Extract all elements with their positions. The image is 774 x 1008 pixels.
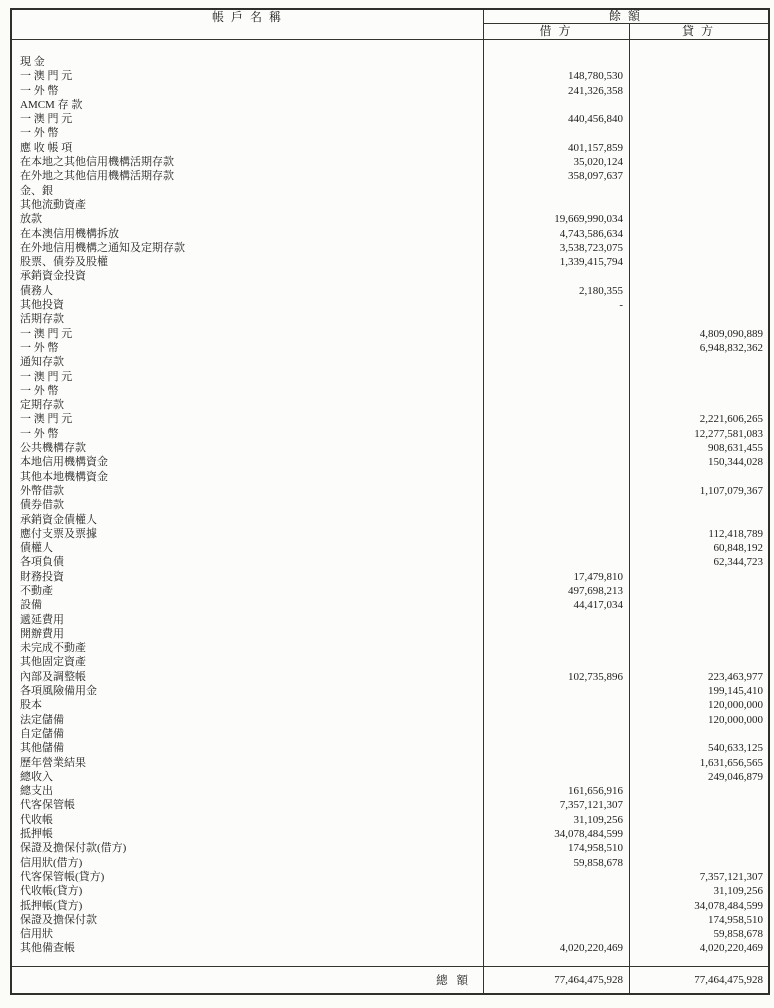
table-row — [12, 255, 768, 269]
account-label: 一 澳 門 元 — [20, 370, 73, 383]
account-label: 股票、債券及股權 — [20, 256, 108, 269]
account-label: 自定儲備 — [20, 727, 64, 740]
credit-value — [629, 241, 768, 255]
table-row — [12, 98, 768, 112]
table-row — [12, 841, 768, 855]
debit-value: 3,538,723,075 — [559, 241, 623, 254]
account-label: 財務投資 — [20, 570, 64, 583]
credit-value — [629, 312, 768, 326]
debit-value: 4,020,220,469 — [559, 942, 623, 955]
credit-value: 112,418,789 — [708, 527, 763, 540]
credit-value: 4,020,220,469 — [699, 942, 763, 955]
credit-value — [629, 841, 768, 855]
account-label: 一 澳 門 元 — [20, 70, 73, 83]
credit-value — [629, 398, 768, 412]
account-label: 在本澳信用機構拆放 — [20, 227, 119, 240]
credit-value: 7,357,121,307 — [699, 870, 763, 883]
credit-value — [629, 784, 768, 798]
credit-value — [629, 98, 768, 112]
debit-value — [483, 541, 629, 555]
account-label: 債務人 — [20, 284, 53, 297]
credit-value — [629, 384, 768, 398]
account-label: 開辦費用 — [20, 627, 64, 640]
debit-value — [483, 727, 629, 741]
table-row — [12, 713, 768, 727]
table-row — [12, 126, 768, 140]
column-header-account-name: 帳 戶 名 稱 — [211, 10, 283, 24]
account-label: 抵押帳(貸方) — [20, 899, 83, 912]
credit-value: 4,809,090,889 — [699, 327, 763, 340]
credit-value: 120,000,000 — [708, 713, 763, 726]
debit-value: 1,339,415,794 — [559, 256, 623, 269]
debit-value — [483, 770, 629, 784]
account-label: 活期存款 — [20, 313, 64, 326]
table-row — [12, 613, 768, 627]
credit-value — [629, 298, 768, 312]
debit-value — [483, 126, 629, 140]
table-row — [12, 856, 768, 870]
debit-value: 35,020,124 — [573, 156, 623, 169]
table-body — [12, 40, 768, 966]
account-label: 信用狀(借方) — [20, 856, 83, 869]
account-label: 其他備查帳 — [20, 942, 75, 955]
account-label: 其他本地機構資金 — [20, 470, 108, 483]
debit-value — [483, 269, 629, 283]
debit-value: 241,326,358 — [568, 84, 623, 97]
account-label: 代收帳(貸方) — [20, 885, 83, 898]
table-row — [12, 355, 768, 369]
credit-value — [629, 655, 768, 669]
debit-value: 31,109,256 — [573, 813, 623, 826]
account-label: 公共機構存款 — [20, 442, 86, 455]
column-divider-line — [629, 24, 630, 993]
debit-value — [483, 98, 629, 112]
account-label: 應 收 帳 項 — [20, 141, 73, 154]
credit-value: 31,109,256 — [713, 885, 763, 898]
debit-value — [483, 384, 629, 398]
trial-balance-table — [10, 8, 770, 995]
account-label: 外幣借款 — [20, 484, 64, 497]
column-header-balance: 餘 額 — [483, 10, 768, 24]
credit-value — [629, 126, 768, 140]
account-label: 保證及擔保付款(借方) — [20, 842, 127, 855]
table-row — [12, 670, 768, 684]
credit-value: 34,078,484,599 — [694, 899, 763, 912]
credit-value: 120,000,000 — [708, 699, 763, 712]
table-row — [12, 298, 768, 312]
table-row — [12, 570, 768, 584]
account-label: 應付支票及票據 — [20, 527, 97, 540]
debit-value — [483, 455, 629, 469]
table-row — [12, 941, 768, 955]
debit-value: 174,958,510 — [568, 842, 623, 855]
total-label: 總 額 — [436, 975, 471, 987]
debit-value — [483, 756, 629, 770]
debit-value: 19,669,990,034 — [554, 213, 623, 226]
table-row — [12, 441, 768, 455]
debit-value — [483, 327, 629, 341]
debit-value: 44,417,034 — [573, 599, 623, 612]
table-row — [12, 412, 768, 426]
header-spacer-cell — [12, 24, 483, 39]
account-label: 一 外 幣 — [20, 384, 59, 397]
credit-value — [629, 498, 768, 512]
debit-value — [483, 427, 629, 441]
table-row — [12, 698, 768, 712]
credit-value — [629, 155, 768, 169]
credit-value — [629, 627, 768, 641]
table-row — [12, 327, 768, 341]
credit-value — [629, 798, 768, 812]
account-label: 定期存款 — [20, 399, 64, 412]
account-label: 一 外 幣 — [20, 427, 59, 440]
account-label: 債券借款 — [20, 499, 64, 512]
total-debit-value: 77,464,475,928 — [554, 974, 623, 986]
credit-value — [629, 598, 768, 612]
table-row — [12, 541, 768, 555]
table-row — [12, 913, 768, 927]
account-label: 總收入 — [20, 770, 53, 783]
account-label: 承銷資金債權人 — [20, 513, 97, 526]
debit-value: 4,743,586,634 — [559, 227, 623, 240]
debit-value: 401,157,859 — [568, 141, 623, 154]
debit-value: 440,456,840 — [568, 113, 623, 126]
debit-value — [483, 312, 629, 326]
debit-value — [483, 884, 629, 898]
account-label: 債權人 — [20, 542, 53, 555]
debit-value — [483, 741, 629, 755]
credit-value: 540,633,125 — [708, 742, 763, 755]
account-label: 一 外 幣 — [20, 127, 59, 140]
table-row — [12, 284, 768, 298]
debit-value — [483, 513, 629, 527]
table-row — [12, 498, 768, 512]
credit-value — [629, 513, 768, 527]
debit-value — [483, 927, 629, 941]
credit-value — [629, 184, 768, 198]
credit-value — [629, 212, 768, 226]
table-row — [12, 455, 768, 469]
table-header-row-1 — [12, 10, 768, 24]
credit-value — [629, 269, 768, 283]
table-row — [12, 184, 768, 198]
table-row — [12, 870, 768, 884]
credit-value: 1,631,656,565 — [699, 756, 763, 769]
account-label: 代客保管帳 — [20, 799, 75, 812]
debit-value — [483, 441, 629, 455]
table-row — [12, 69, 768, 83]
column-header-credit: 貸 方 — [681, 24, 715, 38]
credit-value — [629, 370, 768, 384]
table-row — [12, 770, 768, 784]
account-label: 一 外 幣 — [20, 84, 59, 97]
total-credit-value: 77,464,475,928 — [694, 974, 763, 986]
account-label: 歷年營業結果 — [20, 756, 86, 769]
debit-value — [483, 55, 629, 69]
credit-value — [629, 55, 768, 69]
table-row — [12, 84, 768, 98]
account-label: 其他流動資產 — [20, 198, 86, 211]
debit-value — [483, 613, 629, 627]
credit-value — [629, 198, 768, 212]
total-row — [12, 966, 768, 993]
debit-value: 7,357,121,307 — [559, 799, 623, 812]
account-label: 代客保管帳(貸方) — [20, 870, 105, 883]
account-label: 一 澳 門 元 — [20, 113, 73, 126]
account-label: 保證及擔保付款 — [20, 913, 97, 926]
credit-value — [629, 856, 768, 870]
table-row — [12, 141, 768, 155]
table-row — [12, 627, 768, 641]
debit-value: 34,078,484,599 — [554, 828, 623, 841]
account-label: 代收帳 — [20, 813, 53, 826]
table-row — [12, 798, 768, 812]
credit-value: 908,631,455 — [708, 442, 763, 455]
table-row — [12, 212, 768, 226]
credit-value: 199,145,410 — [708, 685, 763, 698]
credit-value — [629, 613, 768, 627]
account-label: 其他儲備 — [20, 742, 64, 755]
credit-value — [629, 284, 768, 298]
table-row — [12, 513, 768, 527]
table-row — [12, 756, 768, 770]
account-label: 股本 — [20, 699, 42, 712]
credit-value: 223,463,977 — [708, 670, 763, 683]
credit-value: 174,958,510 — [708, 913, 763, 926]
credit-value: 62,344,723 — [713, 556, 763, 569]
credit-value — [629, 641, 768, 655]
credit-value — [629, 470, 768, 484]
credit-value — [629, 355, 768, 369]
credit-value: 150,344,028 — [708, 456, 763, 469]
debit-value: 161,656,916 — [568, 785, 623, 798]
debit-value — [483, 684, 629, 698]
credit-value — [629, 584, 768, 598]
account-label: 現 金 — [20, 56, 45, 68]
debit-value: - — [619, 299, 623, 312]
credit-value — [629, 69, 768, 83]
debit-value — [483, 655, 629, 669]
debit-value — [483, 398, 629, 412]
table-row — [12, 227, 768, 241]
table-row — [12, 555, 768, 569]
table-row — [12, 269, 768, 283]
debit-value — [483, 370, 629, 384]
account-label: 承銷資金投資 — [20, 270, 86, 283]
column-divider-line — [483, 10, 484, 993]
account-label: 不動產 — [20, 584, 53, 597]
debit-value: 59,858,678 — [573, 856, 623, 869]
account-label: 其他固定資產 — [20, 656, 86, 669]
table-row — [12, 155, 768, 169]
account-label: 一 外 幣 — [20, 341, 59, 354]
debit-value: 17,479,810 — [573, 570, 623, 583]
debit-value: 358,097,637 — [568, 170, 623, 183]
debit-value — [483, 355, 629, 369]
account-label: 法定儲備 — [20, 713, 64, 726]
account-label: 總支出 — [20, 785, 53, 798]
debit-value — [483, 698, 629, 712]
account-label: 內部及調整帳 — [20, 670, 86, 683]
debit-value: 2,180,355 — [579, 284, 623, 297]
table-row — [12, 784, 768, 798]
account-label: 放款 — [20, 213, 42, 226]
account-label: 抵押帳 — [20, 828, 53, 841]
table-row — [12, 427, 768, 441]
credit-value: 2,221,606,265 — [699, 413, 763, 426]
account-label: 在外地之其他信用機構活期存款 — [20, 170, 174, 183]
table-row — [12, 684, 768, 698]
account-label: 本地信用機構資金 — [20, 456, 108, 469]
account-label: 一 澳 門 元 — [20, 327, 73, 340]
table-header-row-2 — [12, 24, 768, 40]
debit-value: 497,698,213 — [568, 584, 623, 597]
table-row — [12, 55, 768, 69]
debit-value — [483, 627, 629, 641]
table-row — [12, 312, 768, 326]
credit-value: 60,848,192 — [713, 542, 763, 555]
debit-value — [483, 412, 629, 426]
credit-value: 249,046,879 — [708, 770, 763, 783]
account-label: 未完成不動產 — [20, 642, 86, 655]
account-label: 其他投資 — [20, 299, 64, 312]
account-label: 各項風險備用金 — [20, 685, 97, 698]
account-label: 信用狀 — [20, 928, 53, 941]
table-row — [12, 927, 768, 941]
credit-value — [629, 112, 768, 126]
debit-value — [483, 713, 629, 727]
credit-value — [629, 255, 768, 269]
account-label: 一 澳 門 元 — [20, 413, 73, 426]
debit-value — [483, 184, 629, 198]
table-row — [12, 341, 768, 355]
table-row — [12, 241, 768, 255]
table-row — [12, 470, 768, 484]
table-row — [12, 398, 768, 412]
credit-value: 6,948,832,362 — [699, 341, 763, 354]
table-row — [12, 641, 768, 655]
debit-value — [483, 527, 629, 541]
column-header-debit: 借 方 — [539, 24, 573, 38]
account-label: 在外地信用機構之通知及定期存款 — [20, 241, 185, 254]
account-label: 金、銀 — [20, 184, 53, 197]
credit-value — [629, 227, 768, 241]
table-row — [12, 584, 768, 598]
debit-value — [483, 641, 629, 655]
account-label: 各項負債 — [20, 556, 64, 569]
credit-value — [629, 169, 768, 183]
credit-value — [629, 813, 768, 827]
credit-value — [629, 141, 768, 155]
table-row — [12, 884, 768, 898]
debit-value — [483, 555, 629, 569]
debit-value — [483, 498, 629, 512]
account-label: 通知存款 — [20, 356, 64, 369]
table-row — [12, 527, 768, 541]
credit-value: 59,858,678 — [713, 928, 763, 941]
account-label: 設備 — [20, 599, 42, 612]
debit-value — [483, 484, 629, 498]
credit-value — [629, 570, 768, 584]
table-row — [12, 484, 768, 498]
account-label: 在本地之其他信用機構活期存款 — [20, 156, 174, 169]
debit-value — [483, 913, 629, 927]
credit-value — [629, 727, 768, 741]
debit-value — [483, 341, 629, 355]
table-row — [12, 370, 768, 384]
table-row — [12, 655, 768, 669]
credit-value — [629, 827, 768, 841]
debit-value — [483, 899, 629, 913]
credit-value — [629, 84, 768, 98]
credit-value: 1,107,079,367 — [699, 484, 763, 497]
debit-value — [483, 870, 629, 884]
table-row — [12, 813, 768, 827]
table-row — [12, 741, 768, 755]
table-row — [12, 727, 768, 741]
account-label: 遞延費用 — [20, 613, 64, 626]
table-row — [12, 112, 768, 126]
table-row — [12, 198, 768, 212]
table-row — [12, 598, 768, 612]
table-row — [12, 827, 768, 841]
account-label: AMCM 存 款 — [20, 98, 83, 111]
table-row — [12, 899, 768, 913]
debit-value: 102,735,896 — [568, 670, 623, 683]
debit-value — [483, 470, 629, 484]
debit-value: 148,780,530 — [568, 70, 623, 83]
table-row — [12, 169, 768, 183]
debit-value — [483, 198, 629, 212]
table-row — [12, 384, 768, 398]
credit-value: 12,277,581,083 — [694, 427, 763, 440]
